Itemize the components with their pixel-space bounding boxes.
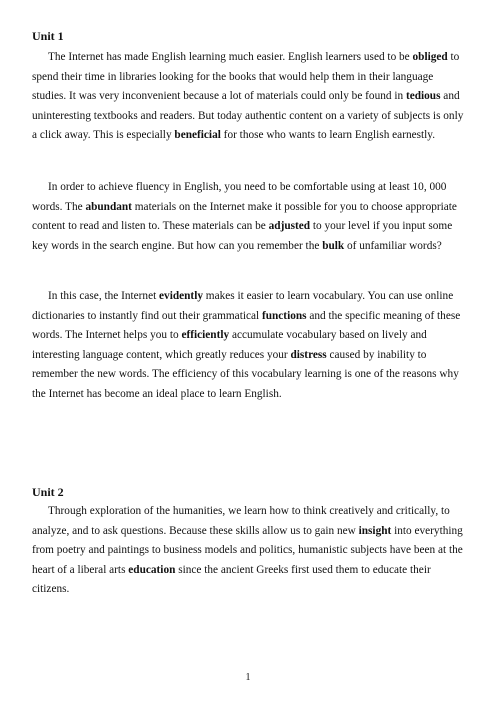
text-run: of unfamiliar words? [344,239,442,252]
unit-1-paragraph-2 [32,178,464,256]
text-run: accumulate vocabulary based on lively and interesting language content, which greatly reduces your [32,329,427,361]
vocabulary-term: insight [358,524,392,537]
text-run: In this case, the Internet [48,290,160,302]
text-run: to spend their time in libraries looking for the books that would help them in their language studies. It was very inconvenient because a lot of materials could only be found in [32,51,460,102]
vocabulary-term: evidently [159,290,203,302]
vocabulary-term: efficiently [181,329,230,341]
unit-2-paragraph-1 [32,502,464,600]
text-run: caused by inability to remember the new words. The efficiency of this vocabulary learning is one of the reasons why the Internet has become an ideal place to learn English. [32,348,459,400]
unit-1-paragraph-3 [32,287,464,404]
text-run: for those who wants to learn English earnestly. [220,129,436,141]
vocabulary-term: adjusted [268,220,311,232]
vocabulary-term: bulk [322,239,345,252]
vocabulary-term: functions [261,309,307,322]
vocabulary-term: beneficial [174,129,221,141]
vocabulary-term: distress [290,348,327,361]
vocabulary-term: education [128,563,176,576]
text-run: since the ancient Greeks first used them to educate their citizens. [32,563,431,595]
text-run: Through exploration of the humanities, we learn how to think creatively and critically, to analyze, and to ask questions. Because these skills allow us to gain new [32,505,450,537]
text-run: and uninteresting textbooks and readers. But today authentic content on a variety of subjects is only a click away. This is especially [32,90,464,141]
text-run: and the specific meaning of these words. The Internet helps you to [32,309,461,341]
text-run: to your level if you input some key words in the search engine. But how can you remember the [32,220,453,252]
unit-1-paragraph-1 [32,48,464,146]
text-run: The Internet has made English learning much easier. English learners used to be [48,51,413,63]
vocabulary-term: abundant [85,200,132,213]
text-run: makes it easier to learn vocabulary. You can use online dictionaries to instantly find out their grammatical [32,290,454,322]
vocabulary-term: tedious [405,90,441,102]
text-run: into everything from poetry and paintings to business models and politics, humanistic subjects have been at the heart of a liberal arts [32,524,463,576]
page-number: 1 [245,672,251,683]
text-run: In order to achieve fluency in English, you need to be comfortable using at least 10, 000 words. The [32,181,447,213]
vocabulary-term: obliged [412,51,448,63]
unit-2-heading: Unit 2 [32,485,64,499]
unit-1-heading: Unit 1 [32,29,64,43]
text-run: materials on the Internet make it possible for you to choose appropriate content to read and listen to. These materials can be [32,200,457,232]
